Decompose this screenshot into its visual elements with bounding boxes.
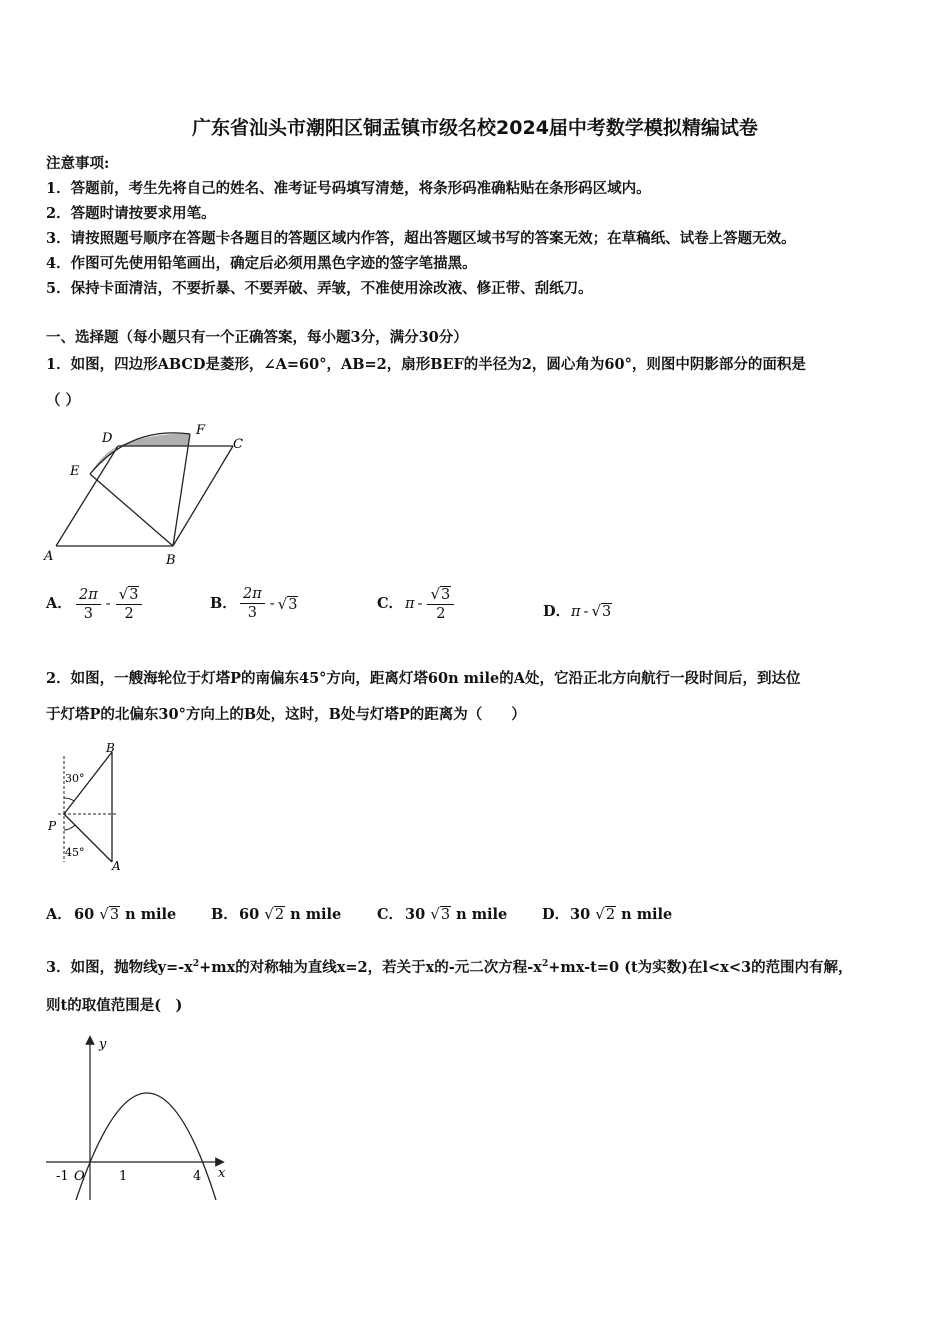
notice-item-3: 3．请按照题号顺序在答题卡各题目的答题区域内作答，超出答题区域书写的答案无效；在草稿纸、试卷上答题无效。 xyxy=(46,230,796,247)
label-p: P xyxy=(48,819,57,833)
label-f: F xyxy=(196,423,206,438)
label-d: D xyxy=(102,431,113,446)
section-heading: 一、选择题（每小题只有一个正确答案，每小题3分，满分30分） xyxy=(46,329,468,346)
label-a: A xyxy=(44,549,54,564)
page-title: 广东省汕头市潮阳区铜盂镇市级名校2024届中考数学模拟精编试卷 xyxy=(192,117,758,139)
q2-option-c[interactable]: C． 30 √3 n mile xyxy=(377,905,508,923)
rhombus-bc xyxy=(173,446,233,546)
notice-item-1: 1．答题前，考生先将自己的姓名、准考证号码填写清楚，将条形码准确粘贴在条形码区域内。 xyxy=(46,180,651,197)
q1-option-d[interactable]: D．π - √3 xyxy=(543,602,612,620)
q2-lighthouse-figure xyxy=(44,738,126,874)
q1-rhombus-figure xyxy=(40,418,255,570)
q3-parabola-figure xyxy=(42,1032,238,1204)
label-x: x xyxy=(218,1166,226,1181)
notice-item-2: 2．答题时请按要求用笔。 xyxy=(46,205,216,222)
label-four: 4 xyxy=(193,1169,202,1184)
label-b2: B xyxy=(106,741,115,755)
q1-option-b[interactable]: B． $\frac{2\pi}{3}$ - √3 xyxy=(210,586,298,621)
q2-option-a[interactable]: A． 60 √3 n mile xyxy=(46,905,177,923)
label-origin: O xyxy=(74,1169,85,1184)
q2-option-d[interactable]: D．30 √2 n mile xyxy=(542,905,673,923)
label-a2: A xyxy=(112,859,121,873)
q1-option-a[interactable]: A． $\frac{2\pi}{3}$ - $\frac{√3}{2}$ xyxy=(46,585,144,623)
notice-heading: 注意事项: xyxy=(46,155,110,172)
q3-stem-line2: 则t的取值范围是( ) xyxy=(46,997,183,1014)
label-angle-30: 30° xyxy=(65,772,85,785)
shaded-sector-region-2 xyxy=(118,434,190,446)
label-angle-45: 45° xyxy=(65,846,85,859)
label-b: B xyxy=(166,553,176,568)
q1-stem-line1: 1．如图，四边形ABCD是菱形，∠A=60°，AB=2，扇形BEF的半径为2，圆心角为60°，则图中阴影部分的面积是 xyxy=(46,356,806,373)
segment-bf xyxy=(173,434,190,546)
q2-stem-line1: 2．如图，一艘海轮位于灯塔P的南偏东45°方向，距离灯塔60n mile的A处，它沿正北方向航行一段时间后，到达位 xyxy=(46,670,801,687)
label-c: C xyxy=(233,437,243,452)
angle-arc-45 xyxy=(64,825,75,830)
label-one: 1 xyxy=(119,1169,128,1184)
q2-stem-line2: 于灯塔P的北偏东30°方向上的B处，这时，B处与灯塔P的距离为（ ） xyxy=(46,706,526,723)
segment-be xyxy=(90,474,173,546)
q1-stem-line2: （ ） xyxy=(46,392,81,409)
label-y: y xyxy=(99,1037,107,1052)
notice-item-4: 4．作图可先使用铅笔画出，确定后必须用黑色字迹的签字笔描黑。 xyxy=(46,255,477,272)
rhombus-ad xyxy=(56,446,118,546)
angle-arc-30 xyxy=(64,798,74,801)
q3-stem-line1: 3．如图，抛物线$y=-x^2+mx$的对称轴为直线x=2，若关于x的-元二次方程$-x^2+mx-t=0$ (t为实数)在l<x<3的范围内有解， xyxy=(46,959,853,976)
q2-option-b[interactable]: B．60 √2 n mile xyxy=(211,905,342,923)
label-neg1: -1 xyxy=(56,1169,69,1184)
q1-option-c[interactable]: C． π - $\frac{√3}{2}$ xyxy=(377,585,456,623)
label-e: E xyxy=(70,464,80,479)
notice-item-5: 5．保持卡面清洁，不要折暴、不要弄破、弄皱，不准使用涂改液、修正带、刮纸刀。 xyxy=(46,280,593,297)
